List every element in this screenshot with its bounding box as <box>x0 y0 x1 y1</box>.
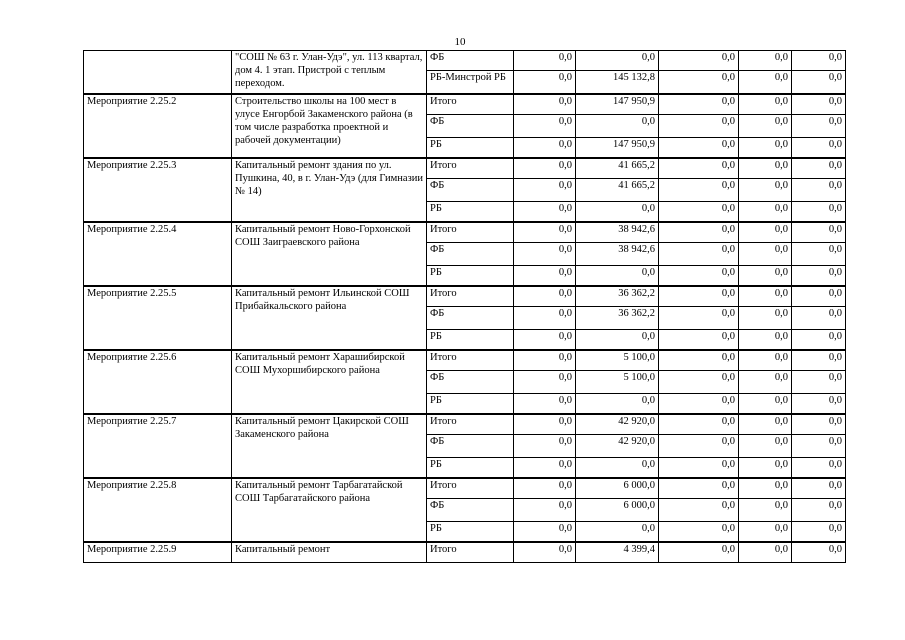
amount-cell: 0,0 <box>792 158 846 179</box>
funding-source-cell: ФБ <box>427 243 514 266</box>
amount-cell: 0,0 <box>739 307 792 330</box>
amount-cell: 0,0 <box>576 266 659 287</box>
amount-cell: 0,0 <box>792 542 846 563</box>
amount-cell: 0,0 <box>739 542 792 563</box>
funding-source-cell: Итого <box>427 350 514 371</box>
amount-cell: 0,0 <box>659 458 739 479</box>
amount-cell: 0,0 <box>659 522 739 543</box>
funding-source-cell: ФБ <box>427 435 514 458</box>
funding-source-cell: РБ <box>427 394 514 415</box>
funding-source-cell: Итого <box>427 222 514 243</box>
measure-name-cell <box>84 51 232 95</box>
amount-cell: 0,0 <box>739 371 792 394</box>
amount-cell: 0,0 <box>514 266 576 287</box>
amount-cell: 0,0 <box>514 394 576 415</box>
amount-cell: 0,0 <box>792 394 846 415</box>
amount-cell: 0,0 <box>514 51 576 71</box>
measure-name-cell: Мероприятие 2.25.3 <box>84 158 232 222</box>
amount-cell: 0,0 <box>659 51 739 71</box>
funding-source-cell: ФБ <box>427 371 514 394</box>
amount-cell: 0,0 <box>792 179 846 202</box>
amount-cell: 0,0 <box>739 138 792 159</box>
amount-cell: 0,0 <box>576 394 659 415</box>
amount-cell: 0,0 <box>514 286 576 307</box>
amount-cell: 0,0 <box>739 266 792 287</box>
funding-source-cell: Итого <box>427 158 514 179</box>
measure-description-cell: Капитальный ремонт Цакирской СОШ Закаменского района <box>232 414 427 478</box>
amount-cell: 0,0 <box>792 371 846 394</box>
amount-cell: 0,0 <box>514 478 576 499</box>
amount-cell: 0,0 <box>792 222 846 243</box>
amount-cell: 0,0 <box>739 458 792 479</box>
amount-cell: 0,0 <box>792 138 846 159</box>
amount-cell: 0,0 <box>514 371 576 394</box>
funding-source-cell: РБ-Минстрой РБ <box>427 71 514 95</box>
amount-cell: 0,0 <box>792 522 846 543</box>
amount-cell: 0,0 <box>659 499 739 522</box>
table-row <box>84 350 846 371</box>
amount-cell: 0,0 <box>659 286 739 307</box>
amount-cell: 0,0 <box>792 94 846 115</box>
amount-cell: 0,0 <box>659 350 739 371</box>
amount-cell: 0,0 <box>514 499 576 522</box>
amount-cell: 0,0 <box>659 542 739 563</box>
amount-cell: 0,0 <box>659 94 739 115</box>
amount-cell: 0,0 <box>792 115 846 138</box>
measure-name-cell: Мероприятие 2.25.9 <box>84 542 232 563</box>
funding-source-cell: РБ <box>427 522 514 543</box>
amount-cell: 0,0 <box>659 478 739 499</box>
amount-cell: 0,0 <box>514 94 576 115</box>
amount-cell: 0,0 <box>514 202 576 223</box>
amount-cell: 0,0 <box>739 202 792 223</box>
page-number: 10 <box>454 36 466 48</box>
amount-cell: 6 000,0 <box>576 499 659 522</box>
measure-name-cell: Мероприятие 2.25.6 <box>84 350 232 414</box>
amount-cell: 41 665,2 <box>576 158 659 179</box>
amount-cell: 0,0 <box>659 222 739 243</box>
funding-source-cell: РБ <box>427 458 514 479</box>
funding-source-cell: ФБ <box>427 115 514 138</box>
amount-cell: 0,0 <box>792 243 846 266</box>
measure-description-cell: Капитальный ремонт Тарбагатайской СОШ Тарбагатайского района <box>232 478 427 542</box>
amount-cell: 38 942,6 <box>576 243 659 266</box>
amount-cell: 0,0 <box>739 394 792 415</box>
table-body <box>84 51 846 563</box>
amount-cell: 0,0 <box>792 286 846 307</box>
amount-cell: 0,0 <box>659 243 739 266</box>
amount-cell: 0,0 <box>792 478 846 499</box>
measure-name-cell: Мероприятие 2.25.4 <box>84 222 232 286</box>
amount-cell: 0,0 <box>792 51 846 71</box>
amount-cell: 0,0 <box>792 307 846 330</box>
amount-cell: 0,0 <box>576 51 659 71</box>
amount-cell: 0,0 <box>659 266 739 287</box>
table-row <box>84 414 846 435</box>
amount-cell: 0,0 <box>514 307 576 330</box>
amount-cell: 0,0 <box>576 458 659 479</box>
amount-cell: 0,0 <box>739 71 792 95</box>
amount-cell: 0,0 <box>739 522 792 543</box>
amount-cell: 0,0 <box>576 202 659 223</box>
measure-description-cell: Капитальный ремонт Ново-Горхонской СОШ Заиграевского района <box>232 222 427 286</box>
amount-cell: 0,0 <box>514 414 576 435</box>
amount-cell: 0,0 <box>659 371 739 394</box>
amount-cell: 0,0 <box>514 158 576 179</box>
funding-source-cell: Итого <box>427 286 514 307</box>
amount-cell: 0,0 <box>514 243 576 266</box>
amount-cell: 0,0 <box>739 222 792 243</box>
amount-cell: 0,0 <box>739 414 792 435</box>
funding-source-cell: Итого <box>427 542 514 563</box>
amount-cell: 0,0 <box>792 458 846 479</box>
amount-cell: 36 362,2 <box>576 307 659 330</box>
amount-cell: 0,0 <box>659 138 739 159</box>
amount-cell: 0,0 <box>514 522 576 543</box>
budget-table <box>83 50 846 563</box>
amount-cell: 0,0 <box>659 71 739 95</box>
measure-name-cell: Мероприятие 2.25.7 <box>84 414 232 478</box>
funding-source-cell: РБ <box>427 202 514 223</box>
amount-cell: 0,0 <box>514 71 576 95</box>
amount-cell: 0,0 <box>659 330 739 351</box>
funding-source-cell: РБ <box>427 266 514 287</box>
amount-cell: 0,0 <box>739 158 792 179</box>
amount-cell: 5 100,0 <box>576 371 659 394</box>
funding-source-cell: ФБ <box>427 499 514 522</box>
amount-cell: 4 399,4 <box>576 542 659 563</box>
amount-cell: 0,0 <box>792 414 846 435</box>
amount-cell: 0,0 <box>739 94 792 115</box>
amount-cell: 6 000,0 <box>576 478 659 499</box>
table-row <box>84 286 846 307</box>
funding-source-cell: Итого <box>427 414 514 435</box>
amount-cell: 0,0 <box>514 115 576 138</box>
amount-cell: 0,0 <box>659 435 739 458</box>
amount-cell: 0,0 <box>514 458 576 479</box>
amount-cell: 0,0 <box>514 435 576 458</box>
measure-description-cell: Капитальный ремонт <box>232 542 427 563</box>
funding-source-cell: РБ <box>427 330 514 351</box>
measure-description-cell: Капитальный ремонт здания по ул. Пушкина, 40, в г. Улан-Удэ (для Гимназии № 14) <box>232 158 427 222</box>
table-row <box>84 478 846 499</box>
amount-cell: 0,0 <box>739 499 792 522</box>
amount-cell: 0,0 <box>792 499 846 522</box>
measure-description-cell: Строительство школы на 100 мест в улусе Енгорбой Закаменского района (в том числе разработка проектной и рабочей документации) <box>232 94 427 158</box>
amount-cell: 0,0 <box>514 179 576 202</box>
table-row <box>84 222 846 243</box>
amount-cell: 0,0 <box>659 115 739 138</box>
funding-source-cell: Итого <box>427 94 514 115</box>
measure-name-cell: Мероприятие 2.25.8 <box>84 478 232 542</box>
funding-source-cell: Итого <box>427 478 514 499</box>
table-row <box>84 542 846 563</box>
amount-cell: 0,0 <box>576 330 659 351</box>
amount-cell: 41 665,2 <box>576 179 659 202</box>
table-row <box>84 94 846 115</box>
amount-cell: 36 362,2 <box>576 286 659 307</box>
amount-cell: 0,0 <box>792 330 846 351</box>
amount-cell: 38 942,6 <box>576 222 659 243</box>
funding-source-cell: ФБ <box>427 179 514 202</box>
measure-description-cell: "СОШ № 63 г. Улан-Удэ", ул. 113 квартал, дом 4. 1 этап. Пристрой с теплым переходом. <box>232 51 427 95</box>
amount-cell: 0,0 <box>739 330 792 351</box>
amount-cell: 0,0 <box>739 51 792 71</box>
amount-cell: 0,0 <box>659 394 739 415</box>
funding-source-cell: РБ <box>427 138 514 159</box>
amount-cell: 0,0 <box>792 435 846 458</box>
amount-cell: 0,0 <box>514 350 576 371</box>
amount-cell: 42 920,0 <box>576 435 659 458</box>
amount-cell: 0,0 <box>792 71 846 95</box>
table-row <box>84 51 846 71</box>
amount-cell: 0,0 <box>659 179 739 202</box>
amount-cell: 0,0 <box>792 350 846 371</box>
measure-description-cell: Капитальный ремонт Харашибирской СОШ Мухоршибирского района <box>232 350 427 414</box>
amount-cell: 5 100,0 <box>576 350 659 371</box>
amount-cell: 0,0 <box>514 330 576 351</box>
amount-cell: 147 950,9 <box>576 94 659 115</box>
amount-cell: 0,0 <box>739 243 792 266</box>
amount-cell: 0,0 <box>576 522 659 543</box>
amount-cell: 0,0 <box>739 179 792 202</box>
amount-cell: 0,0 <box>514 222 576 243</box>
amount-cell: 0,0 <box>739 435 792 458</box>
amount-cell: 0,0 <box>659 307 739 330</box>
amount-cell: 0,0 <box>514 138 576 159</box>
amount-cell: 0,0 <box>739 478 792 499</box>
amount-cell: 0,0 <box>659 158 739 179</box>
amount-cell: 42 920,0 <box>576 414 659 435</box>
amount-cell: 0,0 <box>792 202 846 223</box>
amount-cell: 0,0 <box>739 115 792 138</box>
funding-source-cell: ФБ <box>427 307 514 330</box>
amount-cell: 0,0 <box>792 266 846 287</box>
amount-cell: 0,0 <box>514 542 576 563</box>
amount-cell: 0,0 <box>739 286 792 307</box>
measure-name-cell: Мероприятие 2.25.2 <box>84 94 232 158</box>
table-row <box>84 158 846 179</box>
amount-cell: 0,0 <box>576 115 659 138</box>
amount-cell: 147 950,9 <box>576 138 659 159</box>
amount-cell: 145 132,8 <box>576 71 659 95</box>
measure-description-cell: Капитальный ремонт Ильинской СОШ Прибайкальского района <box>232 286 427 350</box>
funding-source-cell: ФБ <box>427 51 514 71</box>
amount-cell: 0,0 <box>659 202 739 223</box>
amount-cell: 0,0 <box>659 414 739 435</box>
measure-name-cell: Мероприятие 2.25.5 <box>84 286 232 350</box>
amount-cell: 0,0 <box>739 350 792 371</box>
